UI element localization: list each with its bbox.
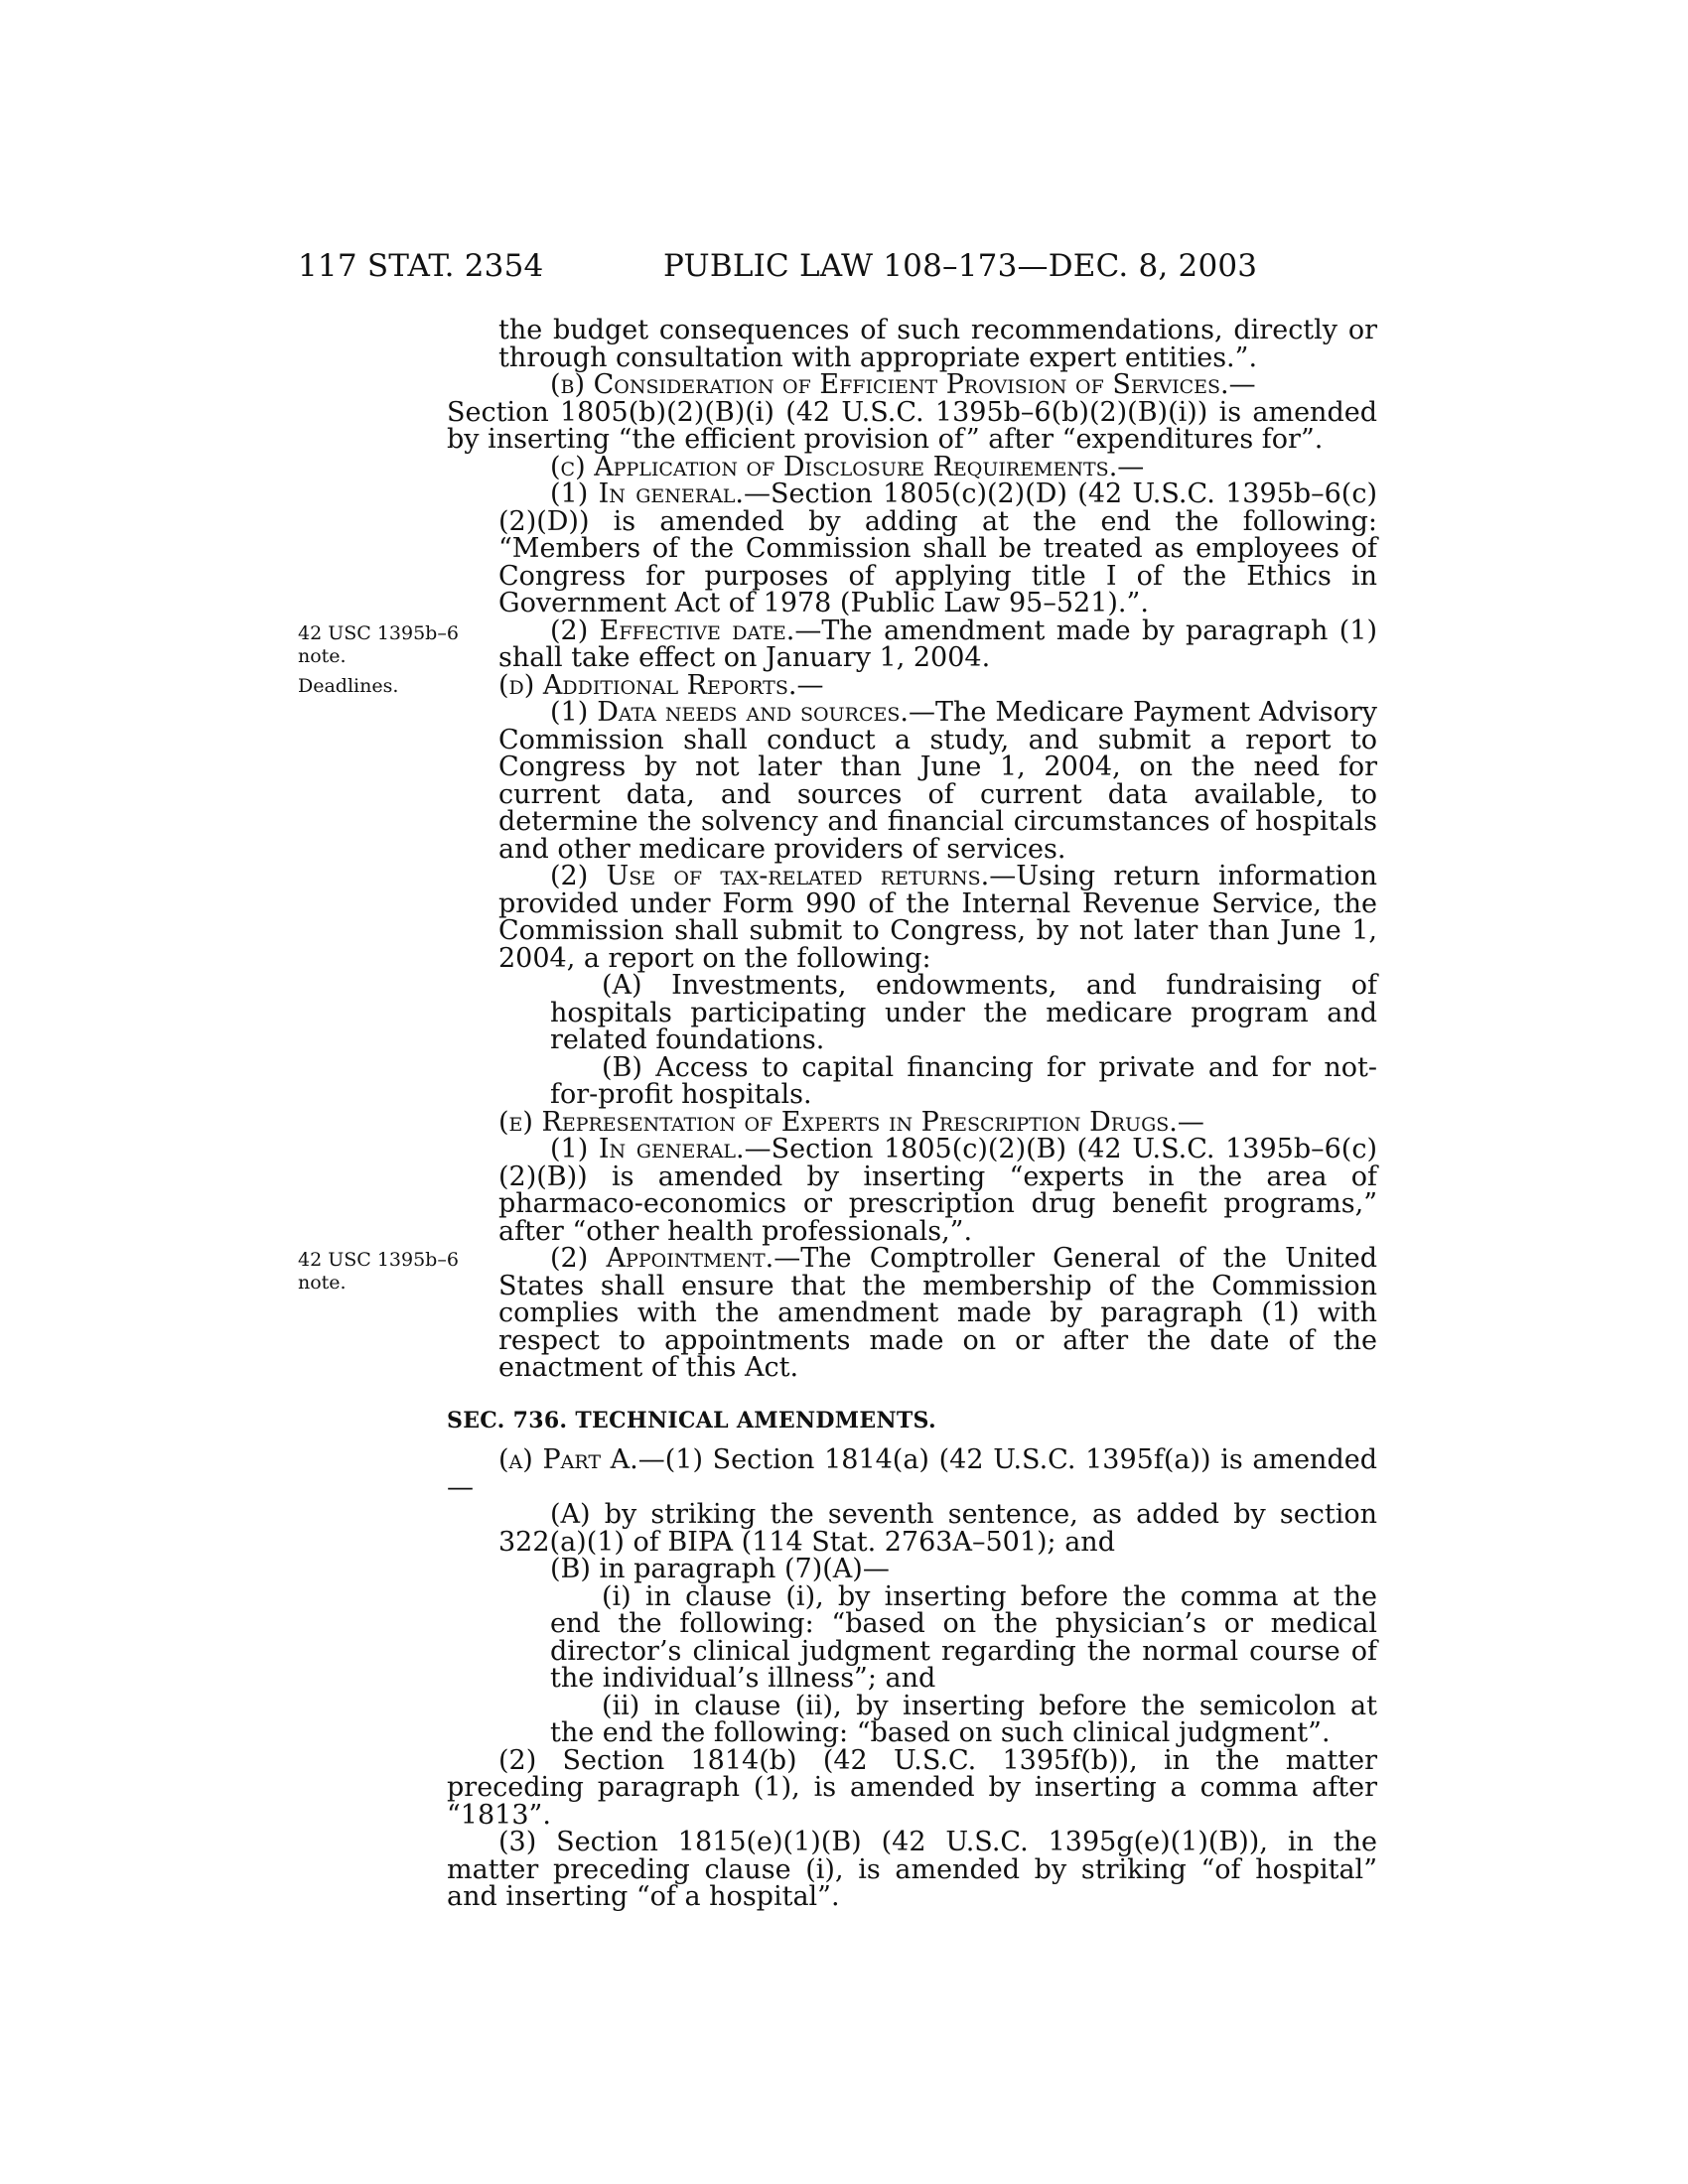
- subsection-e: [498, 1106, 1377, 1138]
- margin-note-line: note.: [298, 1272, 347, 1294]
- paragraph-e1: [498, 1136, 1377, 1245]
- public-law-title: PUBLIC LAW 108–173—DEC. 8, 2003: [663, 248, 1258, 284]
- paragraph-a2: (2) Section 1814(b) (42 U.S.C. 1395f(b)), in the matter preceding paragraph (1), is amended by inserting a comma after “1813”.: [447, 1744, 1377, 1831]
- subsection-a: [447, 1446, 1377, 1501]
- clause-ii: (ii) in clause (ii), by inserting before the semicolon at the end the following: “based on such clinical judgment”.: [550, 1690, 1377, 1748]
- document-body: [447, 315, 1378, 1912]
- subparagraph-B: (B) in paragraph (7)(A)—: [550, 1554, 890, 1584]
- subsection-heading: (a) Part A.—: [498, 1444, 665, 1475]
- subsection-heading: (c) Application of Disclosure Requirements.—: [550, 451, 1145, 482]
- page-header: [298, 248, 1390, 288]
- paragraph: the budget consequences of such recommendations, directly or through consultation with appropriate expert entities.”.: [498, 315, 1377, 373]
- subsection-heading: (e) Representation of Experts in Prescription Drugs.—: [498, 1106, 1204, 1138]
- paragraph-label: (2) Appointment.—: [550, 1243, 801, 1274]
- clause-i: (i) in clause (i), by inserting before the comma at the end the following: “based on the physician’s or medical director’s clinical judgment regarding the normal course of the individual’s illness”; and: [550, 1580, 1377, 1694]
- paragraph-c1: [498, 480, 1377, 617]
- subsection-heading: (d) Additional Reports.—: [498, 669, 824, 701]
- subsection-b: [498, 371, 1377, 399]
- paragraph-text: Section 1805(c)(2)(B) (42 U.S.C. 1395b–6(c)(2)(B)) is amended by inserting “experts in the area of pharmaco-economics or prescription drug benefit programs,” after “other health professionals,”.: [498, 1134, 1377, 1247]
- paragraph-a3: (3) Section 1815(e)(1)(B) (42 U.S.C. 1395g(e)(1)(B)), in the matter preceding clause (i), is amended by striking “of hospital” and inserting “of a hospital”.: [447, 1827, 1377, 1912]
- margin-note-line: note.: [298, 645, 347, 667]
- paragraph-text: The Medicare Payment Advisory Commission shall conduct a study, and submit a report to Congress by not later than June 1, 2004, on the need for current data, and sources of current data available, to determine the solvency and financial circumstances of hospitals and other medicare providers of services.: [498, 697, 1377, 865]
- margin-note-deadlines: [298, 675, 496, 698]
- margin-note-usc: [298, 622, 496, 668]
- paragraph-label: (2) Use of tax-related returns.—: [550, 861, 1017, 891]
- margin-note-line: 42 USC 1395b–6: [298, 1249, 459, 1271]
- statute-page-number: 117 STAT. 2354: [298, 248, 544, 284]
- paragraph-d2: [498, 863, 1377, 972]
- paragraph-text: The amendment made by paragraph (1) shall take effect on January 1, 2004.: [498, 614, 1377, 673]
- subparagraph-A: (A) Investments, endowments, and fundraising of hospitals participating under the medicare program and related foundations.: [550, 970, 1377, 1055]
- paragraph: Section 1805(b)(2)(B)(i) (42 U.S.C. 1395b–6(b)(2)(B)(i)) is amended by inserting “the efficient provision of” after “expenditures for”.: [447, 396, 1377, 455]
- paragraph-label: (2) Effective date.—: [550, 614, 822, 646]
- section-heading: SEC. 736. TECHNICAL AMENDMENTS.: [447, 1407, 936, 1433]
- margin-note-line: Deadlines.: [298, 675, 399, 697]
- subparagraph-A: (A) by striking the seventh sentence, as added by section 322(a)(1) of BIPA (114 Stat. 2763A–501); and: [498, 1499, 1377, 1558]
- paragraph-text: Section 1805(c)(2)(D) (42 U.S.C. 1395b–6(c)(2)(D)) is amended by adding at the end the following: “Members of the Commission shall be treated as employees of Congress for purposes of applying title I of the Ethics in Government Act of 1978 (Public Law 95–521).”.: [498, 478, 1377, 618]
- paragraph-label: (1) Data needs and sources.—: [550, 697, 935, 728]
- paragraph-label: (1) In general.—: [550, 1134, 772, 1164]
- paragraph-e2: [498, 1245, 1377, 1382]
- subsection-d: [498, 669, 1377, 701]
- paragraph-text: The Comptroller General of the United States shall ensure that the membership of the Commission complies with the amendment made by paragraph (1) with respect to appointments made on or after the date of the enactment of this Act.: [498, 1243, 1378, 1383]
- margin-note-usc: [298, 1249, 496, 1295]
- paragraph-text: Using return information provided under Form 990 of the Internal Revenue Service, the Commission shall submit to Congress, by not later than June 1, 2004, a report on the following:: [498, 861, 1378, 974]
- paragraph-d1: [498, 699, 1377, 863]
- subsection-heading: (b) Consideration of Efficient Provision of Services.—: [550, 369, 1256, 400]
- paragraph-text: (1) Section 1814(a) (42 U.S.C. 1395f(a)) is amended—: [447, 1444, 1377, 1503]
- subparagraph-B: (B) Access to capital financing for private and for not-for-profit hospitals.: [550, 1051, 1377, 1110]
- paragraph-c2: [498, 614, 1377, 673]
- subsection-c: [498, 451, 1377, 482]
- paragraph-label: (1) In general.—: [550, 478, 771, 509]
- margin-note-line: 42 USC 1395b–6: [298, 622, 459, 644]
